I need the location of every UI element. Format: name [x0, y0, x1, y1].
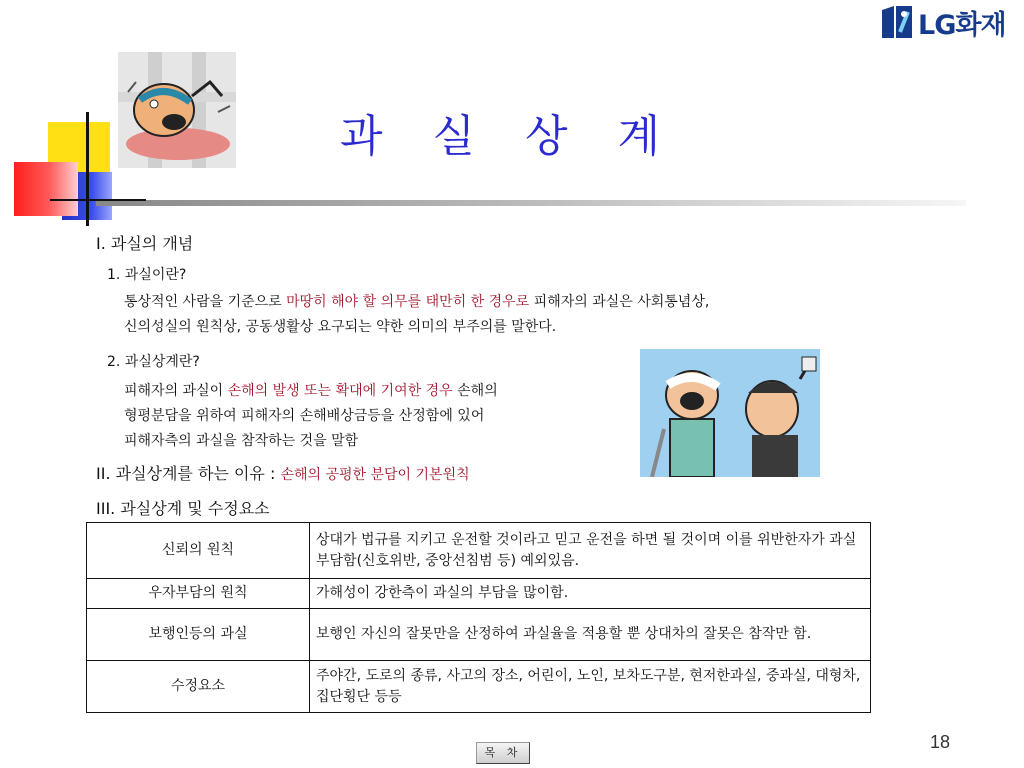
text-plain: II. 과실상계를 하는 이유 : — [96, 464, 281, 483]
decor-red-square — [14, 162, 78, 216]
injured-pedestrian-illustration — [640, 349, 820, 477]
section-1-2-line1 — [124, 379, 498, 404]
table-value-cell: 주야간, 도로의 종류, 사고의 장소, 어린이, 노인, 보차도구분, 현저한과실, 중과실, 대형차, 집단횡단 등등 — [310, 661, 871, 713]
table-row — [87, 609, 871, 661]
table-key-cell: 우자부담의 원칙 — [87, 579, 310, 609]
text-plain: 통상적인 사람을 기준으로 — [124, 294, 287, 310]
text-highlight: 손해의 공평한 분담이 기본원칙 — [280, 467, 470, 483]
text-highlight: 손해의 발생 또는 확대에 기여한 경우 — [227, 383, 453, 399]
section-1-heading: I. 과실의 개념 — [96, 234, 194, 253]
table-value-cell: 상대가 법규를 지키고 운전할 것이라고 믿고 운전을 하면 될 것이며 이를 위반한자가 과실부담함(신호위반, 중앙선침범 등) 예외있음. — [310, 523, 871, 579]
text-plain: 피해자의 과실이 — [124, 383, 228, 399]
table-key-cell: 수정요소 — [87, 661, 310, 713]
section-1-1-line1 — [124, 290, 709, 315]
title-underline — [96, 200, 966, 206]
correction-factors-table — [86, 522, 871, 713]
table-value-cell: 가해성이 강한측이 과실의 부담을 많이함. — [310, 579, 871, 609]
table-row — [87, 523, 871, 579]
section-1-2-heading: 2. 과실상계란? — [107, 354, 200, 370]
table-row — [87, 661, 871, 713]
table-row — [87, 579, 871, 609]
lg-logo — [880, 2, 1020, 42]
crash-driver-illustration — [118, 52, 236, 168]
text-highlight: 마땅히 해야 할 의무를 태만히 한 경우로 — [286, 294, 530, 310]
table-value-cell: 보행인 자신의 잘못만을 산정하여 과실율을 적용할 뿐 상대차의 잘못은 참작만 함. — [310, 609, 871, 661]
lg-logo-icon — [880, 4, 914, 40]
text-plain: 피해자의 과실은 사회통념상, — [529, 294, 710, 310]
decor-horizontal-line — [50, 199, 146, 201]
table-key-cell: 신뢰의 원칙 — [87, 523, 310, 579]
section-1-2-line2: 형평분담을 위하여 피해자의 손해배상금등을 산정함에 있어 — [124, 408, 485, 424]
page-number: 18 — [930, 732, 951, 752]
table-key-cell: 보행인등의 과실 — [87, 609, 310, 661]
toc-button[interactable]: 목 차 — [476, 742, 530, 764]
logo-text: LG화재 — [918, 9, 1006, 41]
text-plain: 손해의 — [452, 383, 498, 399]
section-1-1-line2: 신의성실의 원칙상, 공동생활상 요구되는 약한 의미의 부주의를 말한다. — [124, 319, 557, 335]
section-1-2-line3: 피해자측의 과실을 참작하는 것을 말함 — [124, 433, 359, 449]
decor-vertical-line — [86, 112, 89, 226]
section-2-heading — [96, 461, 470, 484]
section-3-heading: III. 과실상계 및 수정요소 — [96, 499, 270, 518]
section-1-1-heading: 1. 과실이란? — [107, 267, 187, 283]
page-title: 과 실 상 계 — [340, 111, 678, 162]
